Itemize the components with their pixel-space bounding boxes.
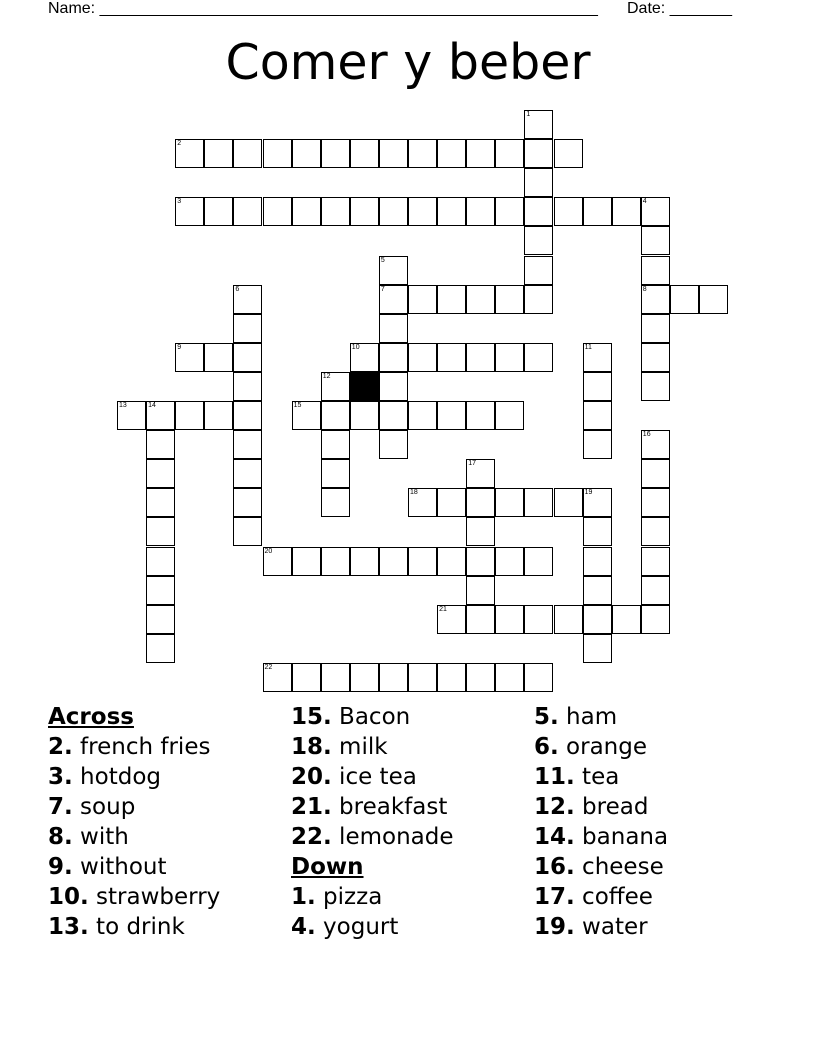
clue-item	[291, 792, 454, 822]
clue-number: 1.	[291, 884, 316, 910]
clue-item	[48, 882, 220, 912]
clue-number: 6.	[534, 734, 559, 760]
cell-number: 1	[526, 111, 531, 118]
grid-cell[interactable]	[641, 459, 670, 488]
grid-cell[interactable]	[292, 139, 321, 168]
clue-text: ice tea	[331, 764, 417, 790]
clue-text: to drink	[88, 914, 185, 940]
grid-cell[interactable]	[263, 663, 292, 692]
cell-number: 8	[642, 285, 647, 293]
clue-number: 4.	[291, 914, 316, 940]
grid-cell[interactable]	[379, 401, 408, 430]
grid-cell[interactable]	[350, 343, 379, 372]
grid-cell[interactable]	[437, 605, 466, 634]
grid-cell[interactable]	[321, 488, 350, 517]
grid-cell[interactable]	[641, 285, 670, 314]
grid-cell[interactable]	[204, 343, 233, 372]
cell-number: 11	[584, 343, 592, 351]
grid-cell[interactable]	[233, 314, 262, 343]
clue-number: 20.	[291, 764, 332, 790]
grid-cell[interactable]	[641, 226, 670, 255]
grid-cell[interactable]	[641, 547, 670, 576]
grid-cell[interactable]	[524, 110, 553, 139]
grid-cell[interactable]	[379, 372, 408, 401]
grid-cell[interactable]	[321, 401, 350, 430]
clue-number: 9.	[48, 854, 73, 880]
grid-cell[interactable]	[379, 314, 408, 343]
grid-cell[interactable]	[524, 547, 553, 576]
grid-cell[interactable]	[233, 459, 262, 488]
clue-column-3	[534, 702, 668, 942]
clue-number: 14.	[534, 824, 575, 850]
grid-cell[interactable]	[379, 139, 408, 168]
grid-cell[interactable]	[146, 459, 175, 488]
grid-cell[interactable]	[292, 547, 321, 576]
grid-cell[interactable]	[233, 488, 262, 517]
grid-cell[interactable]	[466, 576, 495, 605]
clue-number: 2.	[48, 734, 73, 760]
grid-cell[interactable]	[204, 139, 233, 168]
grid-cell[interactable]	[437, 663, 466, 692]
clue-item	[534, 762, 668, 792]
clue-item	[534, 702, 668, 732]
clue-number: 3.	[48, 764, 73, 790]
clue-item	[48, 912, 220, 942]
grid-cell[interactable]	[233, 139, 262, 168]
name-field-label: Name: ________________________________________________________	[48, 0, 598, 17]
grid-cell[interactable]	[408, 285, 437, 314]
grid-cell[interactable]	[117, 401, 146, 430]
grid-cell[interactable]	[233, 430, 262, 459]
grid-cell[interactable]	[524, 343, 553, 372]
grid-cell[interactable]	[524, 168, 553, 197]
grid-cell[interactable]	[524, 226, 553, 255]
grid-cell[interactable]	[204, 401, 233, 430]
grid-cell[interactable]	[641, 488, 670, 517]
grid-block-cell	[350, 372, 379, 401]
grid-cell[interactable]	[495, 197, 524, 226]
clue-text: yogurt	[315, 914, 399, 940]
clue-number: 19.	[534, 914, 575, 940]
grid-cell[interactable]	[408, 343, 437, 372]
grid-cell[interactable]	[408, 139, 437, 168]
grid-cell[interactable]	[495, 663, 524, 692]
grid-cell[interactable]	[495, 343, 524, 372]
clue-item	[291, 912, 454, 942]
grid-cell[interactable]	[495, 139, 524, 168]
cell-number: 14	[148, 402, 156, 409]
grid-cell[interactable]	[641, 517, 670, 546]
cell-number: 4	[642, 198, 647, 206]
cell-number: 22	[264, 663, 273, 671]
grid-cell[interactable]	[379, 547, 408, 576]
cell-number: 10	[351, 343, 360, 351]
clue-column-1	[48, 702, 220, 942]
clue-number: 22.	[291, 824, 332, 850]
grid-cell[interactable]	[379, 285, 408, 314]
grid-cell[interactable]	[583, 343, 612, 372]
clue-text: cheese	[574, 854, 664, 880]
grid-cell[interactable]	[146, 605, 175, 634]
grid-cell[interactable]	[146, 401, 175, 430]
clue-item	[48, 822, 220, 852]
cell-number: 7	[380, 285, 385, 293]
grid-cell[interactable]	[641, 576, 670, 605]
grid-cell[interactable]	[554, 488, 583, 517]
grid-cell[interactable]	[466, 343, 495, 372]
grid-cell[interactable]	[583, 401, 612, 430]
grid-cell[interactable]	[466, 547, 495, 576]
grid-cell[interactable]	[233, 372, 262, 401]
clue-number: 11.	[534, 764, 575, 790]
clue-text: without	[72, 854, 167, 880]
cell-number: 15	[293, 402, 302, 409]
grid-cell[interactable]	[321, 430, 350, 459]
clue-item	[48, 732, 220, 762]
clue-text: coffee	[574, 884, 653, 910]
grid-cell[interactable]	[554, 197, 583, 226]
clue-number: 5.	[534, 704, 559, 730]
clue-text: tea	[574, 764, 620, 790]
cell-number: 9	[177, 343, 182, 351]
cell-number: 21	[439, 605, 447, 613]
grid-cell[interactable]	[175, 139, 204, 168]
grid-cell[interactable]	[583, 576, 612, 605]
grid-cell[interactable]	[350, 401, 379, 430]
grid-cell[interactable]	[350, 139, 379, 168]
clue-text: Bacon	[331, 704, 411, 730]
grid-cell[interactable]	[495, 605, 524, 634]
grid-cell[interactable]	[612, 197, 641, 226]
cell-number: 20	[264, 547, 273, 555]
grid-cell[interactable]	[670, 285, 699, 314]
grid-cell[interactable]	[466, 197, 495, 226]
cell-number: 3	[177, 198, 182, 206]
grid-cell[interactable]	[641, 605, 670, 634]
grid-cell[interactable]	[466, 285, 495, 314]
clue-text: breakfast	[331, 794, 448, 820]
clue-text: ham	[558, 704, 618, 730]
grid-cell[interactable]	[175, 343, 204, 372]
grid-cell[interactable]	[466, 139, 495, 168]
clue-item	[534, 822, 668, 852]
grid-cell[interactable]	[641, 314, 670, 343]
clue-text: soup	[72, 794, 136, 820]
grid-cell[interactable]	[321, 139, 350, 168]
clue-number: 15.	[291, 704, 332, 730]
clue-item	[534, 792, 668, 822]
cell-number: 18	[410, 489, 418, 497]
grid-cell[interactable]	[233, 197, 262, 226]
grid-cell[interactable]	[466, 401, 495, 430]
grid-cell[interactable]	[524, 285, 553, 314]
grid-cell[interactable]	[233, 343, 262, 372]
grid-cell[interactable]	[321, 197, 350, 226]
clue-item	[48, 792, 220, 822]
grid-cell[interactable]	[379, 663, 408, 692]
clue-text: with	[72, 824, 129, 850]
grid-cell[interactable]	[408, 547, 437, 576]
grid-cell[interactable]	[524, 488, 553, 517]
clue-number: 10.	[48, 884, 89, 910]
grid-cell[interactable]	[583, 197, 612, 226]
grid-cell[interactable]	[175, 401, 204, 430]
grid-cell[interactable]	[466, 663, 495, 692]
clue-item	[291, 702, 454, 732]
grid-cell[interactable]	[408, 197, 437, 226]
grid-cell[interactable]	[146, 634, 175, 663]
grid-cell[interactable]	[146, 576, 175, 605]
grid-cell[interactable]	[495, 547, 524, 576]
cell-number: 12	[322, 372, 331, 380]
grid-cell[interactable]	[437, 547, 466, 576]
date-field-label: Date: _______	[627, 0, 732, 17]
grid-cell[interactable]	[466, 517, 495, 546]
grid-cell[interactable]	[583, 372, 612, 401]
grid-cell[interactable]	[233, 285, 262, 314]
grid-cell[interactable]	[292, 401, 321, 430]
grid-cell[interactable]	[146, 488, 175, 517]
grid-cell[interactable]	[583, 547, 612, 576]
cell-number: 16	[642, 431, 651, 439]
grid-cell[interactable]	[437, 285, 466, 314]
grid-cell[interactable]	[408, 663, 437, 692]
clue-item	[534, 882, 668, 912]
grid-cell[interactable]	[437, 197, 466, 226]
clue-number: 7.	[48, 794, 73, 820]
grid-cell[interactable]	[437, 343, 466, 372]
clue-text: orange	[558, 734, 648, 760]
grid-cell[interactable]	[583, 430, 612, 459]
clue-text: banana	[574, 824, 669, 850]
grid-cell[interactable]	[350, 547, 379, 576]
grid-cell[interactable]	[292, 663, 321, 692]
grid-cell[interactable]	[699, 285, 728, 314]
clue-heading-down: Down	[291, 854, 364, 880]
grid-cell[interactable]	[641, 197, 670, 226]
grid-cell[interactable]	[204, 197, 233, 226]
grid-cell[interactable]	[146, 547, 175, 576]
grid-cell[interactable]	[524, 197, 553, 226]
page-title: Comer y beber	[225, 34, 591, 91]
grid-cell[interactable]	[641, 256, 670, 285]
grid-cell[interactable]	[524, 663, 553, 692]
grid-cell[interactable]	[554, 139, 583, 168]
grid-cell[interactable]	[146, 430, 175, 459]
clue-item	[291, 732, 454, 762]
grid-cell[interactable]	[263, 547, 292, 576]
grid-cell[interactable]	[408, 488, 437, 517]
clue-item	[48, 762, 220, 792]
grid-cell[interactable]	[641, 343, 670, 372]
grid-cell[interactable]	[146, 517, 175, 546]
clue-item	[534, 852, 668, 882]
clue-number: 21.	[291, 794, 332, 820]
clue-text: milk	[331, 734, 388, 760]
clue-number: 13.	[48, 914, 89, 940]
cell-number: 5	[380, 256, 385, 264]
grid-cell[interactable]	[641, 430, 670, 459]
grid-cell[interactable]	[350, 197, 379, 226]
clue-text: strawberry	[88, 884, 221, 910]
grid-cell[interactable]	[495, 401, 524, 430]
grid-cell[interactable]	[524, 256, 553, 285]
grid-cell[interactable]	[583, 517, 612, 546]
cell-number: 19	[584, 489, 593, 497]
grid-cell[interactable]	[495, 285, 524, 314]
clue-item	[534, 912, 668, 942]
grid-cell[interactable]	[379, 430, 408, 459]
grid-cell[interactable]	[321, 663, 350, 692]
grid-cell[interactable]	[583, 605, 612, 634]
grid-cell[interactable]	[233, 517, 262, 546]
clue-text: lemonade	[331, 824, 454, 850]
cell-number: 6	[235, 285, 240, 293]
grid-cell[interactable]	[466, 605, 495, 634]
clue-heading-across: Across	[48, 704, 134, 730]
grid-cell[interactable]	[641, 372, 670, 401]
grid-cell[interactable]	[583, 634, 612, 663]
grid-cell[interactable]	[524, 605, 553, 634]
grid-cell[interactable]	[495, 488, 524, 517]
cell-number: 2	[177, 140, 182, 148]
clue-item	[534, 732, 668, 762]
grid-cell[interactable]	[321, 459, 350, 488]
clue-text: bread	[574, 794, 649, 820]
grid-cell[interactable]	[379, 256, 408, 285]
grid-cell[interactable]	[612, 605, 641, 634]
grid-cell[interactable]	[466, 459, 495, 488]
grid-cell[interactable]	[524, 139, 553, 168]
grid-cell[interactable]	[408, 401, 437, 430]
grid-cell[interactable]	[379, 197, 408, 226]
clue-number: 12.	[534, 794, 575, 820]
grid-cell[interactable]	[379, 343, 408, 372]
grid-cell[interactable]	[583, 488, 612, 517]
clue-number: 8.	[48, 824, 73, 850]
grid-cell[interactable]	[175, 197, 204, 226]
cell-number: 17	[468, 460, 476, 468]
clue-number: 16.	[534, 854, 575, 880]
grid-cell[interactable]	[437, 488, 466, 517]
grid-cell[interactable]	[321, 547, 350, 576]
grid-cell[interactable]	[350, 663, 379, 692]
clue-column-2	[291, 702, 454, 942]
grid-cell[interactable]	[437, 139, 466, 168]
clue-text: pizza	[315, 884, 383, 910]
grid-cell[interactable]	[321, 372, 350, 401]
clue-number: 18.	[291, 734, 332, 760]
grid-cell[interactable]	[263, 197, 292, 226]
grid-cell[interactable]	[263, 139, 292, 168]
clue-item	[291, 762, 454, 792]
clue-item	[291, 882, 454, 912]
clue-text: hotdog	[72, 764, 161, 790]
grid-cell[interactable]	[554, 605, 583, 634]
grid-cell[interactable]	[292, 197, 321, 226]
cell-number: 13	[119, 402, 127, 409]
grid-cell[interactable]	[437, 401, 466, 430]
clue-number: 17.	[534, 884, 575, 910]
clue-text: french fries	[72, 734, 211, 760]
clue-text: water	[574, 914, 648, 940]
grid-cell[interactable]	[233, 401, 262, 430]
grid-cell[interactable]	[466, 488, 495, 517]
clue-item	[48, 852, 220, 882]
clue-item	[291, 822, 454, 852]
